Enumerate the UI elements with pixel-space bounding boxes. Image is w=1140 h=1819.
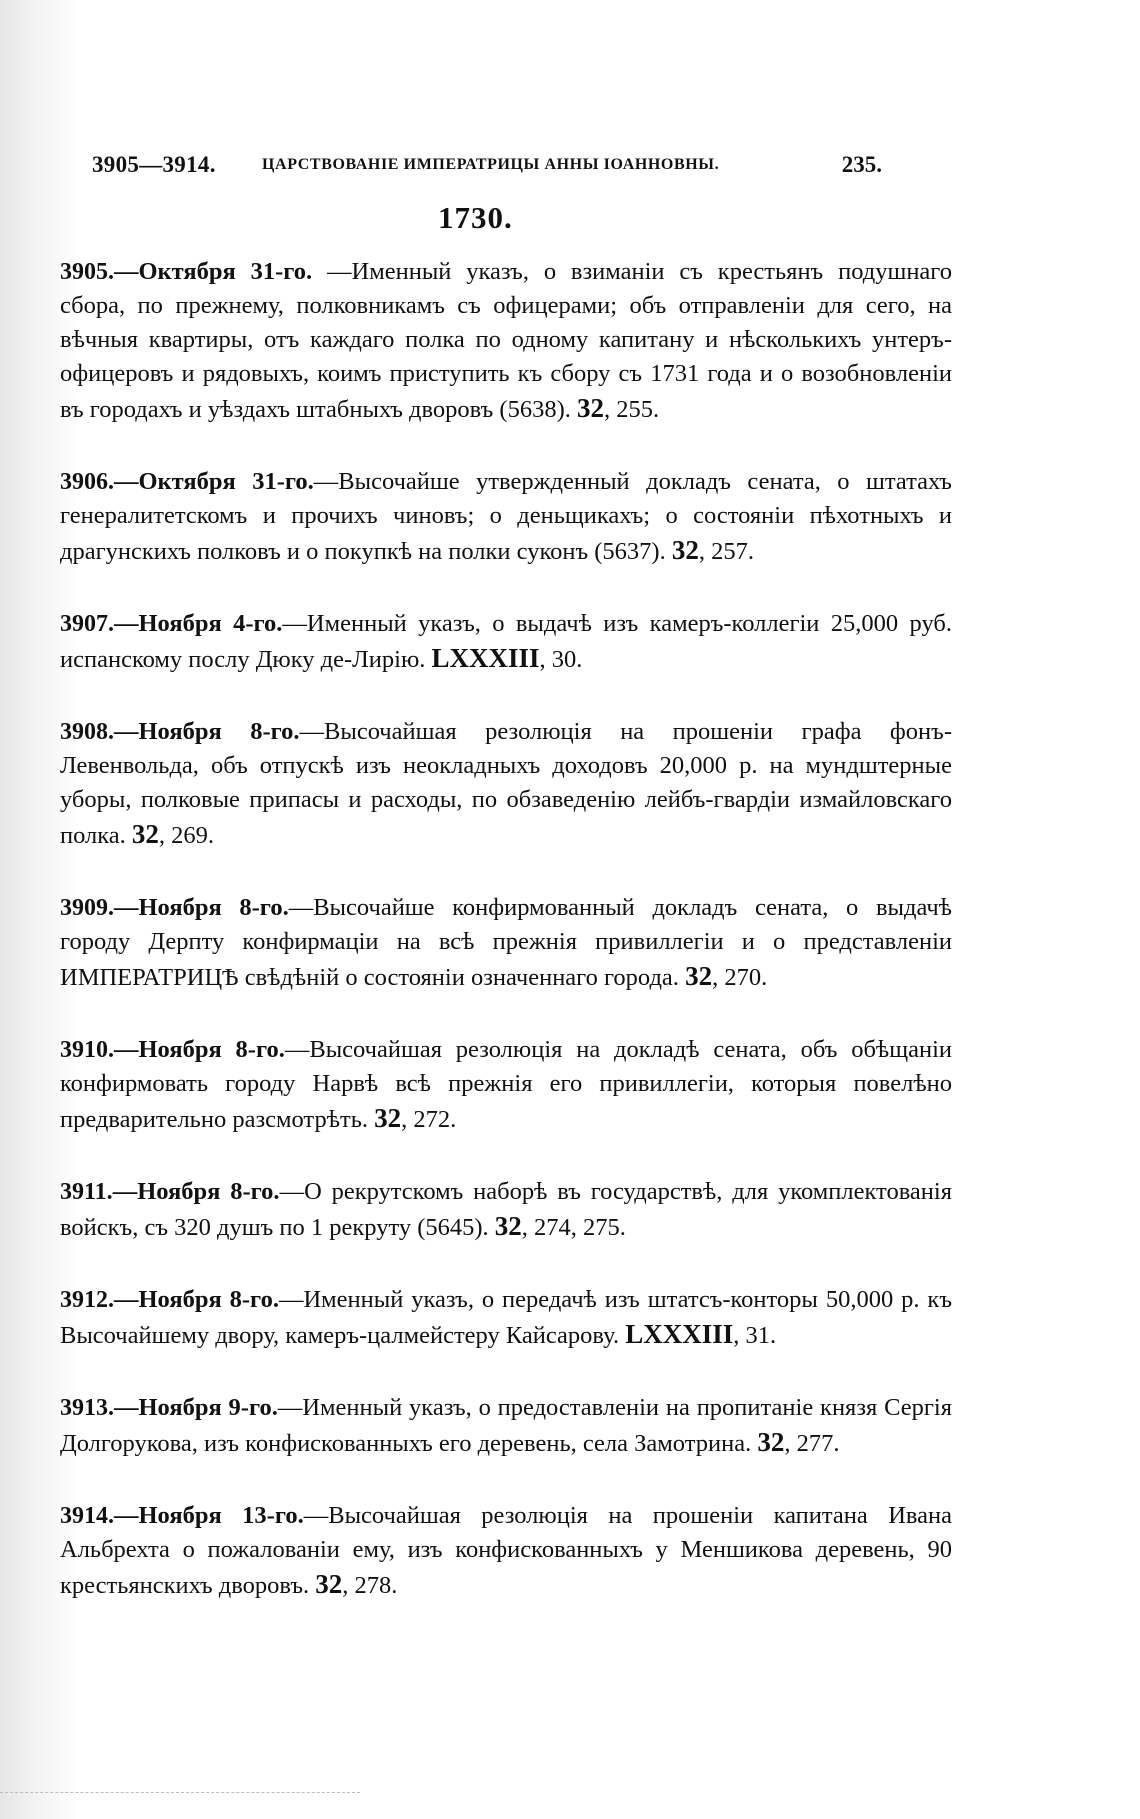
entry <box>60 1033 952 1137</box>
page-ref: , 272. <box>401 1106 457 1133</box>
entry-date: —Ноября 8-го. <box>114 718 300 745</box>
year-heading: 1730. <box>438 200 513 235</box>
entry-list <box>60 255 952 1641</box>
entry-number: 3905. <box>60 259 114 285</box>
running-head <box>92 150 882 184</box>
entry <box>60 607 952 677</box>
entry-date: —Ноября 8-го. <box>112 1178 280 1205</box>
entry <box>60 715 952 853</box>
reign-title: ЦАРСТВОВАНІЕ ИМПЕРАТРИЦЫ АННЫ ІОАННОВНЫ. <box>262 156 720 173</box>
entry <box>60 465 952 569</box>
page-ref: , 255. <box>604 396 660 423</box>
volume-ref: 32 <box>757 1427 785 1457</box>
volume-ref: LXXXIII <box>625 1319 734 1349</box>
entry <box>60 1175 952 1245</box>
entry-number: 3914. <box>60 1503 114 1529</box>
page-ref: , 31. <box>733 1322 777 1349</box>
entry-text: —Именный указъ, о взиманіи съ крестьянъ подушнаго сбора, по прежнему, полковникамъ съ офицерами; объ отправленіи для сего, на вѣчныя квартиры, отъ каждаго полка по одному капитану и нѣсколькихъ унтеръ-офицеровъ и рядовыхъ, коимъ приступить къ сбору съ 1731 года и о возобновленіи въ городахъ и уѣздахъ штабныхъ дворовъ (5638). <box>60 258 952 423</box>
entry-text: —Высочайшая резолюція на прошеніи графа фонъ-Левенвольда, объ отпускѣ изъ неокладныхъ доходовъ 20,000 р. на мундштерные уборы, полковые припасы и расходы, по обзаведенію лейбъ-гвардіи измайловскаго полка. <box>60 718 952 849</box>
entry-number: 3909. <box>60 895 114 921</box>
entry-number: 3907. <box>60 611 114 637</box>
volume-ref: 32 <box>374 1103 402 1133</box>
entry-number: 3913. <box>60 1395 114 1421</box>
entry-date: —Ноября 8-го. <box>114 1286 279 1313</box>
entry <box>60 1391 952 1461</box>
entry-date: —Ноября 4-го. <box>114 610 283 637</box>
page-ref: , 269. <box>158 822 215 849</box>
entry-number: 3906. <box>60 469 114 495</box>
entry-date: —Ноября 8-го. <box>114 894 289 921</box>
entry-range: 3905—3914. <box>92 152 216 177</box>
scan-bottom-mark <box>0 1792 360 1793</box>
volume-ref: 32 <box>671 535 699 565</box>
volume-ref: LXXXIII <box>431 643 540 673</box>
entry-number: 3912. <box>60 1287 114 1313</box>
entry-text: —Высочайше конфирмованный докладъ сената, о выдачѣ городу Дерпту конфирмаціи на всѣ прежнія привиллегіи и о представленіи ИМПЕРАТРИЦѢ свѣдѣній о состояніи означеннаго города. <box>60 894 952 991</box>
page-ref: , 274, 275. <box>521 1214 626 1241</box>
entry-text: —О рекрутскомъ наборѣ въ государствѣ, для укомплектованія войскъ, съ 320 душъ по 1 рекруту (5645). <box>60 1178 952 1241</box>
page-ref: , 270. <box>712 964 768 991</box>
entry-text: —Именный указъ, о передачѣ изъ штатсъ-конторы 50,000 р. къ Высочайшему двору, камеръ-цалмейстеру Кайсарову. <box>60 1286 952 1349</box>
page-ref: , 278. <box>342 1572 398 1599</box>
page-number: 235. <box>841 152 882 177</box>
entry-text: —Высочайшая резолюція на прошеніи капитана Ивана Альбрехта о пожалованіи ему, изъ конфискованныхъ у Меншикова деревень, 90 крестьянскихъ дворовъ. <box>60 1502 953 1599</box>
volume-ref: 32 <box>494 1211 522 1241</box>
entry-text: —Высочайше утвержденный докладъ сената, о штатахъ генералитетскомъ и прочихъ чиновъ; о деньщикахъ; о состояніи пѣхотныхъ и драгунскихъ полковъ и о покупкѣ на полки суконъ (5637). <box>60 468 952 565</box>
entry <box>60 1283 952 1353</box>
entry-date: —Октября 31-го. <box>114 468 314 495</box>
entry <box>60 255 952 427</box>
volume-ref: 32 <box>131 819 159 849</box>
entry <box>60 1499 952 1603</box>
volume-ref: 32 <box>315 1569 343 1599</box>
entry-date: —Ноября 9-го. <box>114 1394 278 1421</box>
entry-text: —Высочайшая резолюція на докладѣ сената, объ обѣщаніи конфирмовать городу Нарвѣ всѣ прежнія его привиллегіи, которыя повелѣно предварительно разсмотрѣть. <box>60 1036 952 1133</box>
volume-ref: 32 <box>577 393 604 423</box>
entry-text: —Именный указъ, о выдачѣ изъ камеръ-коллегіи 25,000 руб. испанскому послу Дюку де-Лирію. <box>60 610 952 673</box>
volume-ref: 32 <box>685 961 713 991</box>
entry-number: 3911. <box>60 1179 113 1205</box>
entry-text: —Именный указъ, о предоставленіи на пропитаніе князя Сергія Долгорукова, изъ конфискованныхъ его деревень, села Замотрина. <box>60 1394 952 1457</box>
page-ref: , 257. <box>698 538 754 565</box>
entry-date: —Ноября 8-го. <box>114 1036 285 1063</box>
entry-number: 3908. <box>60 719 114 745</box>
entry <box>60 891 952 995</box>
entry-date: —Ноября 13-го. <box>114 1502 304 1529</box>
entry-number: 3910. <box>60 1037 114 1063</box>
page-ref: , 30. <box>539 646 583 673</box>
page-ref: , 277. <box>784 1430 840 1457</box>
entry-date: —Октября 31-го. <box>114 258 313 285</box>
